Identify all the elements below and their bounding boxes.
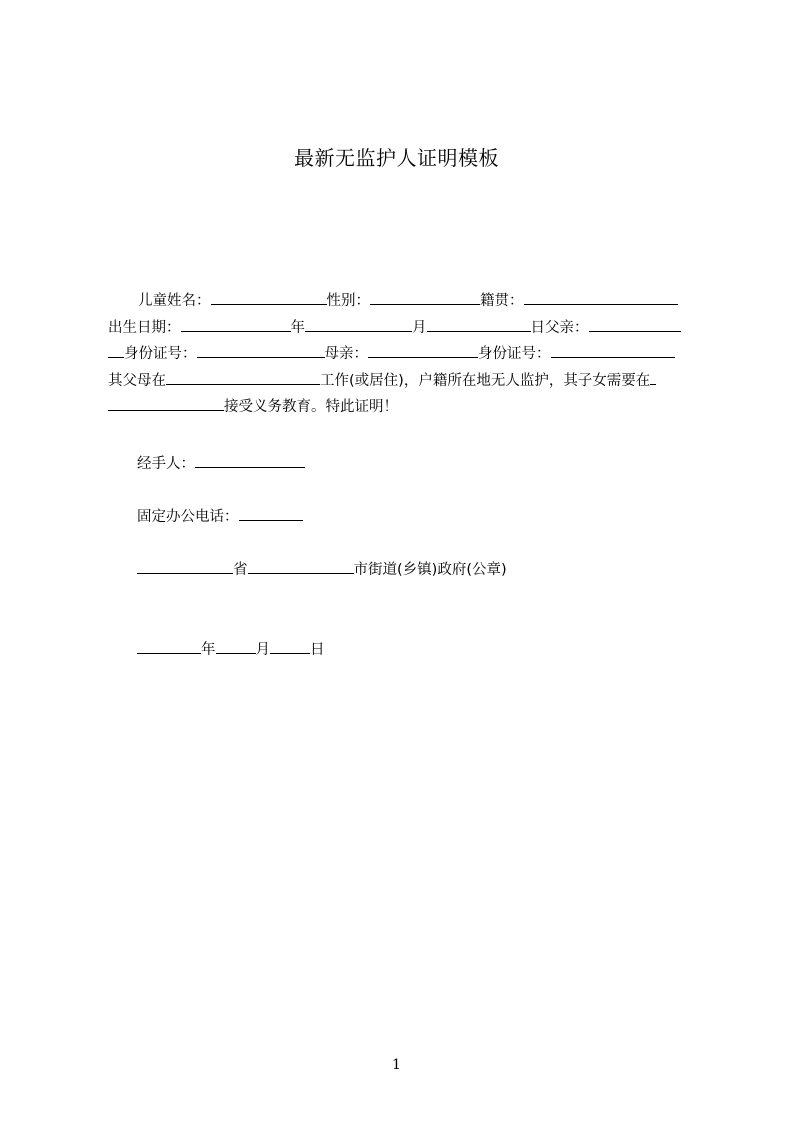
phone-line <box>137 505 303 526</box>
sign-day-label: 日 <box>310 642 325 658</box>
certificate-body <box>108 288 700 421</box>
father-name-blank-cont[interactable] <box>108 344 124 358</box>
gender-blank[interactable] <box>370 291 480 305</box>
handler-line <box>137 452 305 473</box>
page-title: 最新无监护人证明模板 <box>294 146 499 170</box>
handler-blank[interactable] <box>195 454 305 468</box>
father-name-blank[interactable] <box>589 318 681 332</box>
father-id-blank[interactable] <box>197 344 325 358</box>
birth-year-blank[interactable] <box>181 318 291 332</box>
province-blank[interactable] <box>137 560 233 574</box>
work-text: 工作(或居住)，户籍所在地无人监护，其子女需要在 <box>320 372 651 389</box>
parents-at-label: 其父母在 <box>108 372 166 389</box>
seal-line <box>137 558 507 579</box>
school-blank-start[interactable] <box>650 371 656 385</box>
school-blank[interactable] <box>108 397 224 411</box>
mother-name-blank[interactable] <box>368 344 478 358</box>
child-name-blank[interactable] <box>211 291 327 305</box>
body-line-4 <box>108 368 700 395</box>
date-line <box>137 638 325 659</box>
native-place-label: 籍贯： <box>480 293 524 309</box>
phone-label: 固定办公电话： <box>137 509 239 525</box>
body-line-1 <box>108 288 700 315</box>
mother-id-label: 身份证号： <box>478 346 551 362</box>
father-id-label: 身份证号： <box>124 346 197 362</box>
birth-year-label: 年 <box>290 319 305 336</box>
mother-id-blank[interactable] <box>551 344 675 358</box>
birth-day-blank[interactable] <box>427 318 531 332</box>
handler-label: 经手人： <box>137 456 195 472</box>
sign-month-blank[interactable] <box>216 640 256 654</box>
mother-label: 母亲： <box>324 346 368 362</box>
body-line-3 <box>108 341 700 368</box>
sign-year-label: 年 <box>201 642 216 658</box>
body-line-2 <box>108 315 700 342</box>
city-blank[interactable] <box>248 560 354 574</box>
gender-label: 性别： <box>326 293 370 309</box>
native-place-blank[interactable] <box>524 291 678 305</box>
sign-year-blank[interactable] <box>137 640 201 654</box>
education-text: 接受义务教育。特此证明！ <box>224 399 398 415</box>
page-number: 1 <box>392 1057 401 1073</box>
sign-month-label: 月 <box>255 642 270 658</box>
birth-date-label: 出生日期： <box>108 319 181 336</box>
phone-blank[interactable] <box>239 507 303 521</box>
province-label: 省 <box>233 562 248 578</box>
birth-month-blank[interactable] <box>305 318 412 332</box>
city-label: 市街道(乡镇)政府(公章) <box>353 562 507 578</box>
day-father-label: 日父亲： <box>530 319 589 336</box>
body-line-5 <box>108 394 700 421</box>
sign-day-blank[interactable] <box>270 640 310 654</box>
work-place-blank[interactable] <box>166 371 320 385</box>
child-name-label: 儿童姓名： <box>138 293 211 309</box>
birth-month-label: 月 <box>412 319 427 336</box>
